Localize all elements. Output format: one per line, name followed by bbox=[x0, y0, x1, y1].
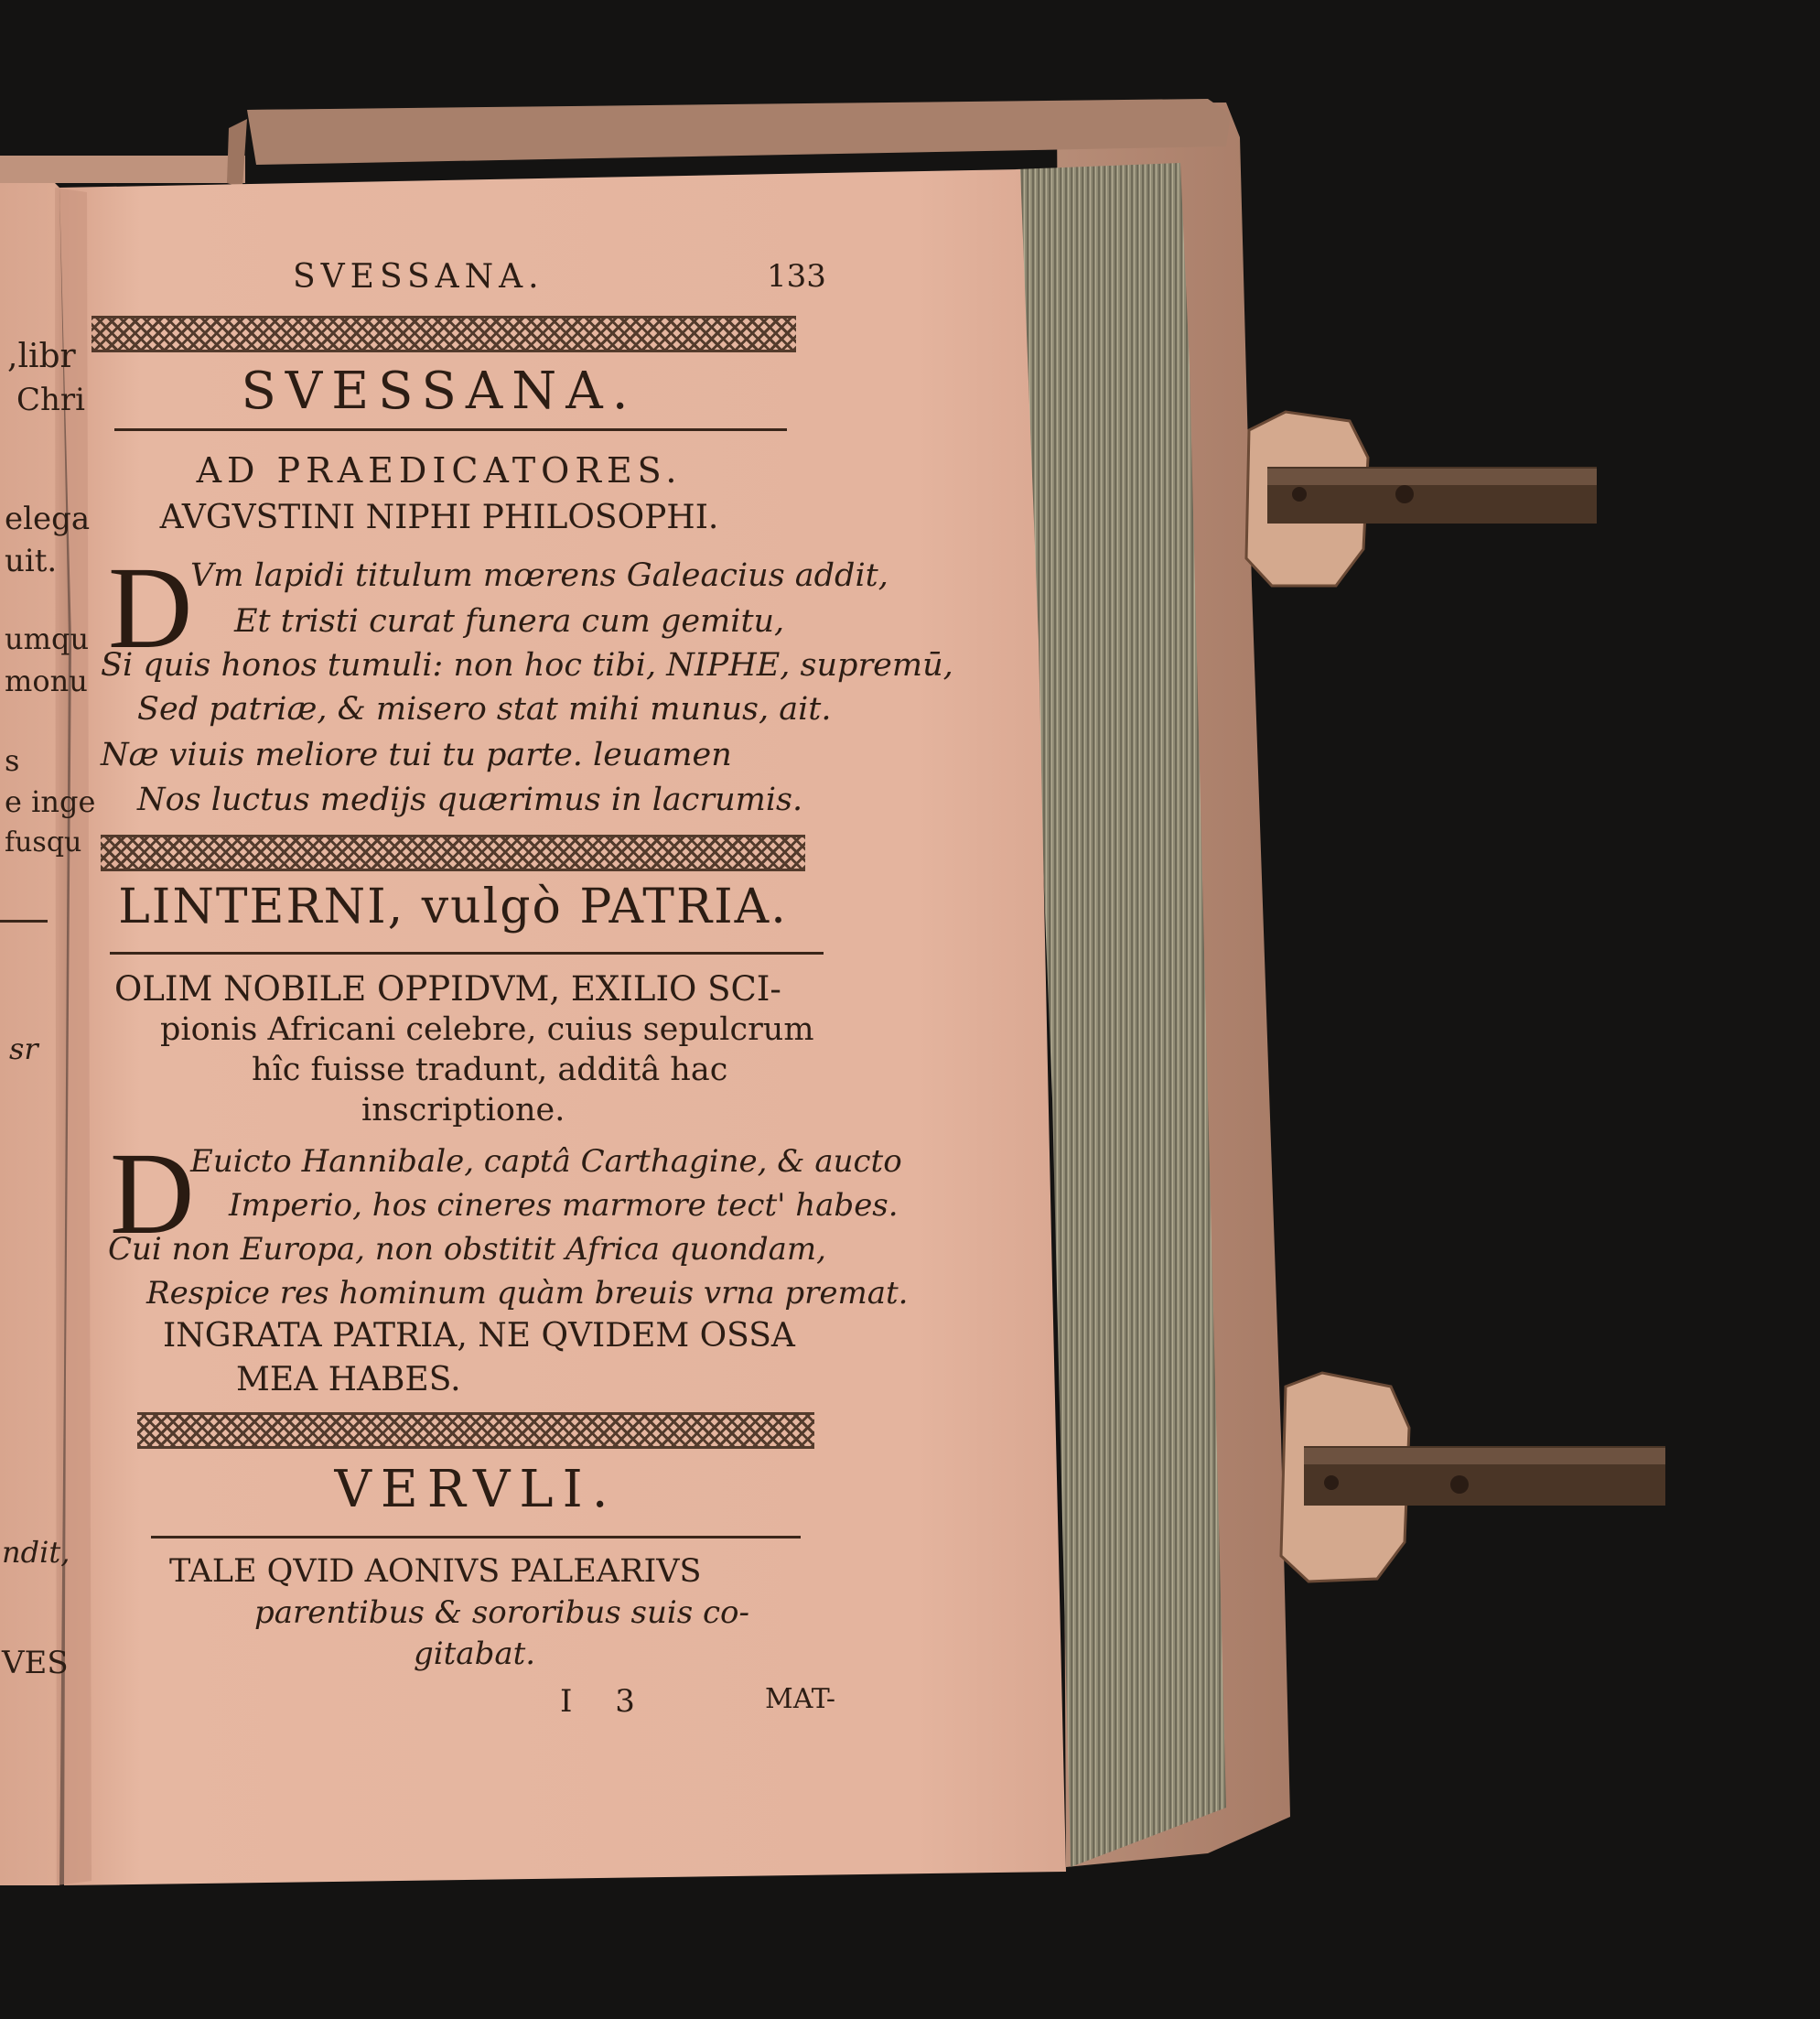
left-fragment: e inge bbox=[5, 784, 96, 819]
left-fragment: uit. bbox=[5, 543, 58, 579]
drop-cap: D bbox=[108, 543, 193, 673]
left-fragment: s bbox=[5, 743, 20, 778]
left-fragment: ndit, bbox=[2, 1535, 70, 1570]
upper-clasp bbox=[1246, 412, 1597, 586]
title-rule bbox=[110, 952, 824, 955]
running-head: SVESSANA. bbox=[293, 258, 544, 296]
intro-line: pionis Africani celebre, cuius sepulcrum bbox=[160, 1011, 814, 1048]
page-number: 133 bbox=[767, 258, 826, 295]
intro-line: parentibus & sororibus suis co- bbox=[254, 1594, 749, 1631]
left-fragment: umqu bbox=[5, 621, 90, 656]
section-subtitle: AD PRAEDICATORES. bbox=[196, 450, 683, 491]
author-line: AVGVSTINI NIPHI PHILOSOPHI. bbox=[159, 499, 719, 536]
left-fragment: monu bbox=[5, 664, 88, 698]
left-fragment: Chri bbox=[16, 382, 86, 418]
intro-line: OLIM NOBILE OPPIDVM, EXILIO SCI- bbox=[114, 969, 781, 1009]
verse-line: Vm lapidi titulum mœrens Galeacius addit, bbox=[190, 557, 888, 594]
verse-line: Imperio, hos cineres marmore tect' habes. bbox=[229, 1187, 899, 1224]
intro-line: TALE QVID AONIVS PALEARIVS bbox=[169, 1553, 702, 1590]
verse-line: Cui non Europa, non obstitit Africa quondam, bbox=[108, 1231, 826, 1268]
verse-line: Euicto Hannibale, captâ Carthagine, & aucto bbox=[190, 1143, 902, 1180]
left-fragment: elega bbox=[5, 501, 91, 537]
title-rule bbox=[114, 428, 787, 431]
headband bbox=[0, 156, 245, 183]
left-fragment: sr bbox=[9, 1031, 38, 1066]
ornament-band bbox=[137, 1412, 814, 1449]
intro-line: hîc fuisse tradunt, additâ hac bbox=[252, 1052, 728, 1088]
verse-line: Respice res hominum quàm breuis vrna premat. bbox=[146, 1275, 909, 1312]
section-title: VERVLI. bbox=[334, 1460, 618, 1519]
verse-line: Nos luctus medijs quærimus in lacrumis. bbox=[137, 782, 803, 818]
section-title: LINTERNI, vulgò PATRIA. bbox=[118, 880, 788, 934]
intro-line: gitabat. bbox=[414, 1636, 536, 1672]
verse-line: Sed patriæ, & misero stat mihi munus, ait. bbox=[137, 691, 832, 728]
drop-cap: D bbox=[110, 1128, 195, 1258]
verse-line: Si quis honos tumuli: non hoc tibi, NIPHE, supremū, bbox=[101, 647, 953, 684]
verse-line: Næ viuis meliore tui tu parte. leuamen bbox=[101, 737, 732, 773]
left-fragment: fusqu bbox=[5, 826, 82, 858]
epitaph-line: INGRATA PATRIA, NE QVIDEM OSSA bbox=[163, 1317, 795, 1355]
section-title: SVESSANA. bbox=[241, 362, 638, 421]
epitaph-line: MEA HABES. bbox=[236, 1361, 461, 1398]
intro-line: inscriptione. bbox=[361, 1092, 565, 1128]
left-fragment: VES bbox=[2, 1645, 69, 1681]
catchword: MAT- bbox=[765, 1683, 836, 1715]
ornament-band bbox=[101, 835, 805, 871]
left-rule bbox=[0, 920, 48, 923]
verse-line: Et tristi curat funera cum gemitu, bbox=[234, 603, 785, 640]
left-fragment: ,libr bbox=[7, 338, 76, 375]
ornament-band bbox=[92, 316, 796, 352]
title-rule bbox=[151, 1536, 801, 1539]
signature-mark: I 3 bbox=[560, 1683, 652, 1720]
lower-clasp bbox=[1281, 1373, 1665, 1582]
